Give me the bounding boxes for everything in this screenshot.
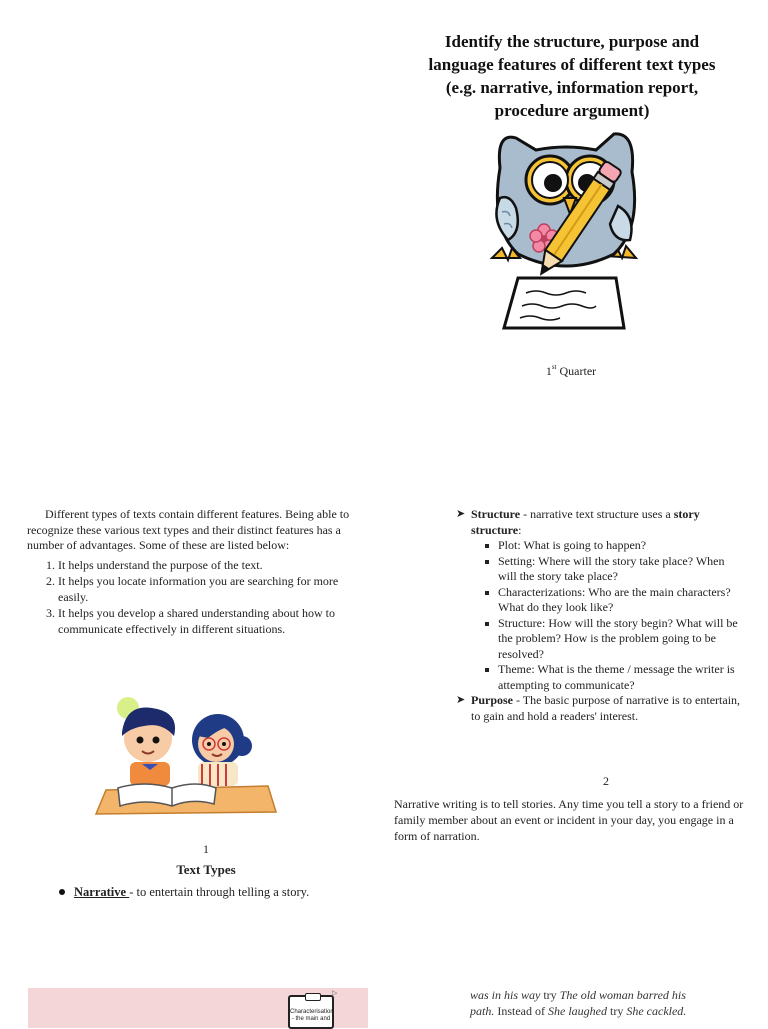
square-bullet-icon [485,668,489,672]
square-bullet-icon [485,622,489,626]
list-item [483,538,746,554]
structure-row [456,507,746,538]
structure-text: - narrative text structure uses a [520,507,674,521]
paper-graphic [504,278,624,328]
page-number: 2 [603,774,609,788]
structure-label: Structure [471,507,521,521]
advantages-list [27,558,365,638]
cover-title-line: language features of different text types [428,55,716,74]
example-connector: try [607,1003,627,1018]
list-item [483,616,746,663]
example-connector: Instead of [494,1003,548,1018]
narrative-text: - to entertain through telling a story. [129,885,310,899]
example-line [470,988,730,1004]
example-phrase: The old woman barred his [559,988,686,1002]
cover-title [392,30,752,122]
purpose-row [456,693,746,724]
owl-illustration [486,128,646,334]
clip-icon [305,993,321,1001]
narrative-label: Narrative [74,885,130,899]
bullet-icon [59,889,65,895]
example-phrase: She cackled. [626,1003,687,1018]
list-item: 2. It helps you locate information you are searching for more easily. [58,574,365,605]
list-item: 1. It helps understand the purpose of the text. [58,558,365,574]
list-item-text: Structure: How will the story begin? What will be the problem? How is the problem going to be resolved? [498,615,738,661]
quarter-number: 1 [545,364,552,378]
example-phrase: She laughed [548,1003,607,1018]
quarter-word: Quarter [559,364,597,378]
quarter-ordinal: st [551,363,557,371]
structure-bold: story structure [471,507,700,537]
intro-section [27,507,365,638]
note-text: Characterisation - the main and [290,1009,334,1022]
list-item [483,554,746,585]
cover-title-line: Identify the structure, purpose and [444,32,700,51]
square-bullet-icon [485,591,489,595]
list-item [483,585,746,616]
section-heading: Text Types [176,862,236,877]
list-item: 3. It helps you develop a shared understanding about how to communicate effectively in different situations. [58,606,365,637]
structure-end: : [518,522,522,537]
quarter-label [520,364,622,379]
kids-reading-illustration [92,696,282,818]
arrow-bullet-icon: ➤ [456,694,466,706]
square-bullet-icon [485,560,489,564]
list-item-text: Plot: What is going to happen? [498,538,647,552]
intro-paragraph: Different types of texts contain different features. Being able to recognize these various text types and their distinct features has a number of advantages. Some of these are listed below: [27,507,350,552]
structure-section [456,507,746,724]
example-phrase: path. [470,1003,495,1018]
example-connector: try [540,988,560,1002]
arrow-icon: ▷ [332,990,338,997]
list-item-text: Characterizations: Who are the main characters? What do they look like? [498,584,731,614]
cover-title-line: (e.g. narrative, information report, [445,78,699,97]
square-bullet-icon [485,544,489,548]
purpose-text: - The basic purpose of narrative is to entertain, to gain and hold a readers' interest. [471,693,741,723]
list-item-text: Theme: What is the theme / message the writer is attempting to communicate? [498,662,735,692]
story-elements-list [456,538,746,693]
narrative-bullet [59,885,309,900]
example-line [470,1004,730,1020]
list-item-text: Setting: Where will the story take place? When will the story take place? [498,553,725,583]
purpose-label: Purpose [471,693,513,707]
narrative-definition: Narrative writing is to tell stories. Any time you tell a story to a friend or family member about an event or incident in your day, you engage in a form of narration. [394,797,744,843]
cover-title-line: procedure argument) [494,101,650,120]
list-item [483,662,746,693]
arrow-bullet-icon: ➤ [456,508,466,520]
example-phrase: was in his way [470,988,541,1002]
page-number: 1 [203,842,209,856]
example-text [470,988,730,1019]
